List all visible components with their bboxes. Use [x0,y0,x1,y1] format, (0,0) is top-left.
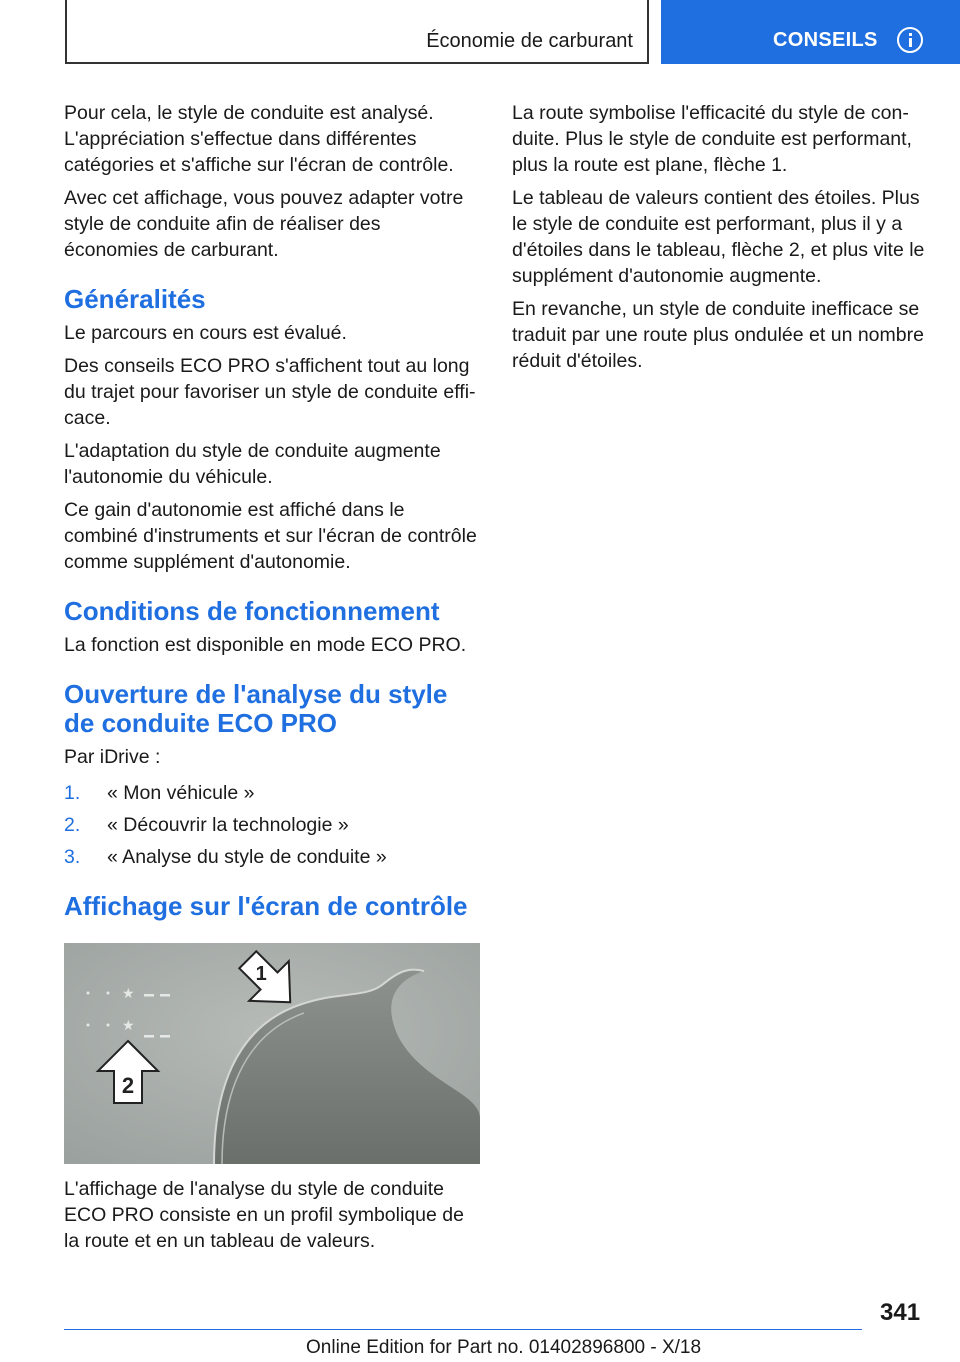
intro-paragraph: Avec cet affichage, vous pouvez adapter votre style de conduite afin de réaliser des économies de carburant. [64,187,464,261]
header-chapter-tab[interactable] [661,0,960,64]
body-paragraph: Par iDrive : [64,746,161,768]
arrow-1-label: 1 [255,963,267,986]
body-paragraph: Le tableau de valeurs contient des étoiles. Plus le style de conduite est performant, plus il y a d'étoiles dans le tableau, flèche 2, et plus vite le supplément d'autonomie augmente. [512,187,925,287]
footer-divider [64,1329,862,1330]
right-column [512,100,930,381]
step-item [64,812,480,838]
heading-ouverture: Ouverture de l'analyse du style de conduite ECO PRO [64,679,448,738]
figure-caption: L'affichage de l'analyse du style de conduite ECO PRO consiste en un profil symbolique de la route et en un tableau de valeurs. [64,1178,464,1252]
heading-generalites: Généralités [64,284,206,314]
eco-pro-display-figure [64,943,480,1164]
step-text: « Mon véhicule » [107,782,255,804]
header-chapter-label: CONSEILS [773,29,878,51]
body-paragraph: La fonction est disponible en mode ECO PRO. [64,634,467,656]
footer-edition: Online Edition for Part no. 01402896800 - X/18 [306,1337,702,1358]
body-paragraph: Des conseils ECO PRO s'affichent tout au long du trajet pour favoriser un style de conduite efficace. [64,355,476,429]
heading-affichage: Affichage sur l'écran de contrôle [64,891,468,921]
svg-text:★: ★ [122,986,135,1002]
header-section-box [65,0,649,64]
heading-conditions: Conditions de fonctionnement [64,596,440,626]
step-item [64,844,480,870]
body-paragraph: Le parcours en cours est évalué. [64,322,347,344]
body-paragraph: Ce gain d'autonomie est affiché dans le combiné d'instruments et sur l'écran de contrôle comme supplément d'autonomie. [64,499,477,573]
arrow-2-label: 2 [121,1073,135,1098]
step-list [64,780,480,870]
step-text: « Découvrir la technologie » [107,814,349,836]
step-number: 3. [64,846,81,868]
intro-paragraph: Pour cela, le style de conduite est analysé. L'appréciation s'effectue dans différentes catégories et s'affiche sur l'écran de contrôle. [64,102,454,176]
body-paragraph: La route symbolise l'efficacité du style de conduite. Plus le style de conduite est performant, plus la route est plane, flèche 1. [512,102,912,176]
left-column [64,100,480,1261]
step-item [64,780,480,806]
step-number: 1. [64,782,81,804]
info-icon [897,27,923,53]
page-number: 341 [880,1299,921,1326]
step-number: 2. [64,814,81,836]
header-section-title: Économie de carburant [426,30,633,52]
step-text: « Analyse du style de conduite » [107,846,387,868]
body-paragraph: L'adaptation du style de conduite augmente l'autonomie du véhicule. [64,440,441,488]
body-paragraph: En revanche, un style de conduite inefficace se traduit par une route plus ondulée et un nombre réduit d'étoiles. [512,298,924,372]
svg-text:★: ★ [122,1018,135,1034]
